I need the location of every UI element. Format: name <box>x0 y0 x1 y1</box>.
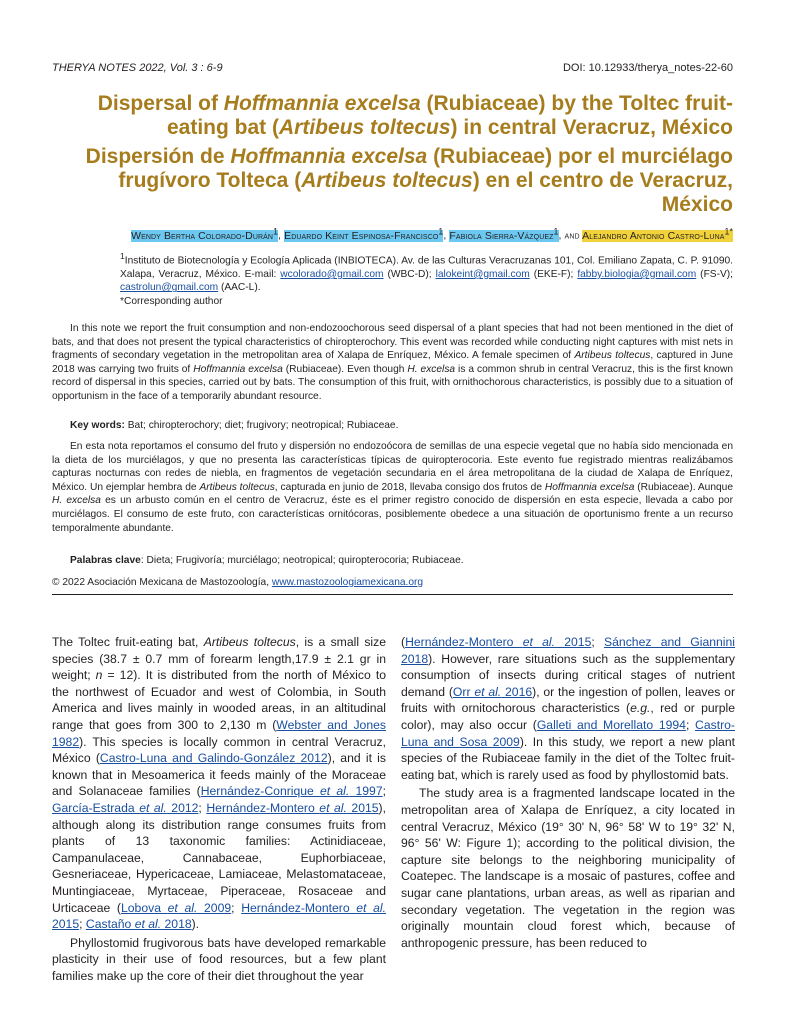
ref-galleti-morellato-1994[interactable]: Galleti and Morellato 1994 <box>536 717 686 732</box>
corresponding-author-note: *Corresponding author <box>120 295 223 307</box>
ref-hernandez-montero-2015-c[interactable]: Hernández-Montero et al. 2015 <box>405 635 592 649</box>
ref-castro-luna-galindo-2012[interactable]: Castro-Luna and Galindo-González 2012 <box>99 751 328 766</box>
abstract-english: In this note we report the fruit consumption and non-endozoochorous seed dispersal of a plant species that had not been mentioned in the diet of bats, and that does not present the typical characteristics of chiropterochory. This event was recorded while conducting night captures with mist nets in fragments of secondary vegetation in the metropolitan area of Xalapa de Enríquez, México. A female specimen of Artibeus toltecus, captured in June 2018 was carrying two fruits of Hoffmannia excelsa (Rubiaceae). Even though H. excelsa is a common shrub in central Veracruz, this is the first known record of dispersal in this species, carried out by bats. The consumption of this fruit, with ornithochorous characteristics, is possibly due to a situation of opportunism in the face of a temporarily abundant resource. <box>52 323 733 402</box>
body-column-right <box>401 634 735 951</box>
ref-webster-jones-1982[interactable]: Webster and Jones 1982 <box>52 717 386 749</box>
email-link-3[interactable]: fabby.biologia@gmail.com <box>577 268 697 280</box>
email-link-4[interactable]: castrolun@gmail.com <box>120 282 219 294</box>
ref-hernandez-montero-2015-b[interactable]: Hernández-Montero et al. 2015 <box>52 900 386 932</box>
body-paragraph: Phyllostomid frugivorous bats have developed remarkable plasticity in their use of food resources, but a few plant families make up the core of their diet throughout the year <box>52 935 386 983</box>
title-english: Dispersal of Hoffmannia excelsa (Rubiaceae) by the Toltec fruit-eating bat (Artibeus toltecus) in central Veracruz, México <box>97 92 733 139</box>
affiliation: $^1$Instituto de Biotecnología y Ecología Aplicada (INBIOTECA). Av. de las Culturas Veracruzanas 101, Col. Emiliano Zapata, C. P. 91090. Xalapa, Veracruz, México. E-mail: wcolorado@gmail.com (WBC-D); lalokeint@gmail.com (EKE-F); fabby.biologia@gmail.com (FS-V); castrolun@gmail.com (AAC-L). *Corresponding author <box>120 251 734 307</box>
email-link-1[interactable]: wcolorado@gmail.com <box>280 268 384 280</box>
body-paragraph: The Toltec fruit-eating bat, Artibeus toltecus, is a small size species (38.7 ± 0.7 mm of forearm length,17.9 ± 2.1 gr in weight; n = 12). It is distributed from the north of México to the northwest of Ecuador and west of Colombia, in South America and lives mainly in wooded areas, in an altitudinal range that goes from 300 to 2,130 m (Webster and Jones 1982). This species is locally common in central Veracruz, México (Castro-Luna and Galindo-González 2012), and it is known that in Mesoamerica it feeds mainly of the Moraceae and Solanaceae families (Hernández-Conrique et al. 1997; García-Estrada et al. 2012; Hernández-Montero et al. 2015), although along its distribution range consumes fruits from plants of 13 taxonomic families: Actinidiaceae, Campanulaceae, Cannabaceae, Euphorbiaceae, Gesneriaceae, Hypericaceae, Lamiaceae, Melastomataceae, Muntingiaceae, Myrtaceae, Piperaceae, Rosaceae and Urticaceae (Lobova et al. 2009; Hernández-Montero et al. 2015; Castaño et al. 2018). <box>52 635 386 932</box>
title-spanish: Dispersión de Hoffmannia excelsa (Rubiaceae) por el murciélago frugívoro Tolteca (Artibeus toltecus) en el centro de Veracruz, México <box>85 145 733 216</box>
section-divider <box>52 594 733 595</box>
ref-castano-2018[interactable]: Castaño et al. 2018 <box>85 917 192 932</box>
ref-garcia-estrada-2012[interactable]: García-Estrada et al. 2012 <box>52 800 199 815</box>
author-and: and <box>564 229 580 242</box>
copyright: © 2022 Asociación Mexicana de Mastozoología, www.mastozoologiamexicana.org <box>52 577 424 588</box>
journal-header: THERYA NOTES 2022, Vol. 3 : 6-9 <box>52 62 223 74</box>
author-2: Eduardo Keint Espinosa-Francisco$^1$ <box>284 226 444 242</box>
society-website-link[interactable]: www.mastozoologiamexicana.org <box>271 577 424 588</box>
ref-sanchez-giannini-2018[interactable]: Sánchez and Giannini 2018 <box>401 635 735 666</box>
author-4: Alejandro Antonio Castro-Luna$^{1*}$ <box>582 226 733 242</box>
author-1: Wendy Bertha Colorado-Durán$^1$ <box>131 226 279 242</box>
keywords-spanish: Palabras clave: Dieta; Frugivoría; murciélago; neotropical; quiropterocoria; Rubiaceae. <box>70 555 464 566</box>
body-column-left <box>52 634 386 984</box>
author-3: Fabiola Sierra-Vázquez$^1$ <box>449 226 559 242</box>
ref-hernandez-montero-2015[interactable]: Hernández-Montero et al. 2015 <box>206 800 379 815</box>
email-link-2[interactable]: lalokeint@gmail.com <box>435 268 530 280</box>
ref-lobova-2009[interactable]: Lobova et al. 2009 <box>120 900 232 915</box>
body-paragraph: The study area is a fragmented landscape located in the metropolitan area of Xalapa de Enríquez, a city located in central Veracruz, México (19° 30' N, 96° 58' W to 19° 32' N, 96° 56' W: Figure 1); according to the political division, the capture site belongs to the neighboring municipality of Coatepec. The landscape is a mosaic of pastures, coffee and sugar cane plantations, urban areas, as well as riparian and secondary vegetation. The vegetation in the region was originally mountain cloud forest which, because of anthropogenic pressure, has been reduced to <box>401 786 735 950</box>
keywords: Key words: Bat; chiropterochory; diet; frugivory; neotropical; Rubiaceae. <box>70 420 399 431</box>
author-list: Wendy Bertha Colorado-Durán$^1$, Eduardo Keint Espinosa-Francisco$^1$, Fabiola Sierra-Vázquez$^1$, and Alejandro Antonio Castro-Luna$^{1*}$ <box>131 226 733 242</box>
ref-castro-luna-sosa-2009[interactable]: Castro-Luna and Sosa 2009 <box>401 717 735 749</box>
ref-hernandez-conrique-1997[interactable]: Hernández-Conrique et al. 1997 <box>200 784 383 799</box>
body-paragraph: (Hernández-Montero et al. 2015; Sánchez and Giannini 2018). However, rare situations such as the supplementary consumption of insects during critical stages of nutrient demand (Orr et al. 2016), or the ingestion of pollen, leaves or fruits with ornitochorous characteristics (e.g., red or purple color), may also occur (Galleti and Morellato 1994; Castro-Luna and Sosa 2009). In this study, we report a new plant species of the Rubiaceae family in the diet of the Toltec fruit-eating bat, which is rarely used as food by phyllostomid bats. <box>401 635 736 782</box>
doi-header: DOI: 10.12933/therya_notes-22-60 <box>562 62 733 74</box>
ref-orr-2016[interactable]: Orr et al. 2016 <box>452 684 533 699</box>
abstract-spanish: En esta nota reportamos el consumo del fruto y dispersión no endozoócora de semillas de una especie vegetal que no había sido mencionada en la dieta de los murciélagos, y que no presenta las características típicas de quiropterocoria. Este evento fue registrado mientras realizábamos capturas nocturnas con redes de niebla, en fragmentos de vegetación secundaria en el área metropolitana de la ciudad de Xalapa de Enríquez, México. Un ejemplar hembra de Artibeus toltecus, capturada en junio de 2018, llevaba consigo dos frutos de Hoffmannia excelsa (Rubiaceae). Aunque H. excelsa es un arbusto común en el centro de Veracruz, éste es el primer registro conocido de dispersión en esta especie, llevada a cabo por murciélagos. El consumo de este fruto, con características ornitócoras, posiblemente obedece a una situación de oportunismo frente a un recurso temporalmente abundante. <box>52 441 734 534</box>
